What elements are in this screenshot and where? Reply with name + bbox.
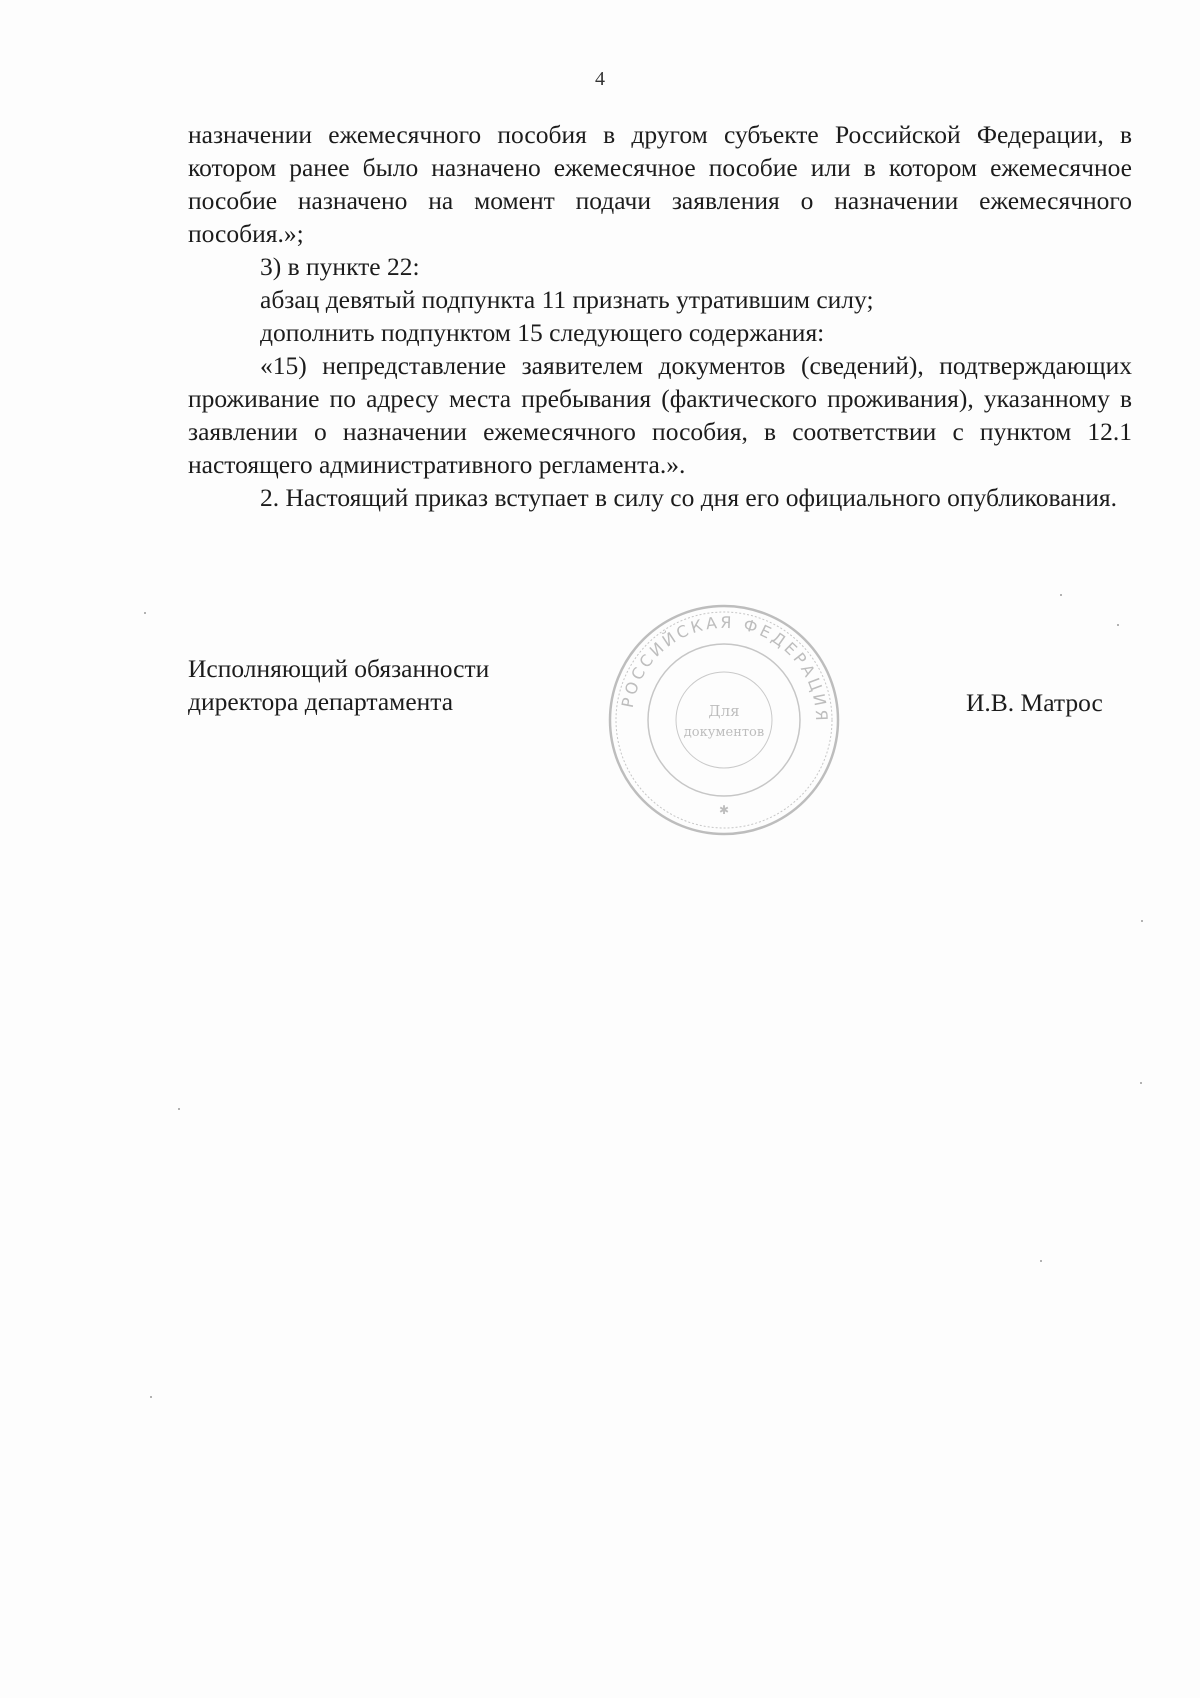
scan-speck (1040, 1260, 1042, 1262)
scan-speck (1140, 1082, 1142, 1084)
scan-speck (1117, 624, 1119, 626)
page-number: 4 (595, 68, 605, 90)
document-body (188, 118, 1132, 514)
paragraph-item-3: 3) в пункте 22: (260, 252, 420, 281)
official-seal-stamp (604, 600, 844, 840)
paragraph-add-subitem: дополнить подпунктом 15 следующего содержания: (260, 318, 825, 347)
paragraph-continuation: назначении ежемесячного пособия в другом субъекте Российской Федерации, в котором ранее было назначено ежемесячное пособие или в котором ежемесячное пособие назначено на момент подачи заявления о назначении ежемесячного пособия.»; (188, 120, 1132, 248)
scan-speck (178, 1108, 180, 1110)
signatory-position-line2: директора департамента (188, 687, 454, 716)
scan-speck (1060, 594, 1062, 596)
seal-star-icon: ✱ (718, 803, 730, 817)
seal-ring-text: РОССИЙСКАЯ ФЕДЕРАЦИЯ (617, 612, 832, 724)
paragraph-subitem-11: абзац девятый подпункта 11 признать утратившим силу; (260, 285, 874, 314)
signatory-position-line1: Исполняющий обязанности (188, 654, 490, 683)
scan-speck (1141, 920, 1143, 922)
signatory-name: И.В. Матрос (966, 688, 1103, 717)
signatory-position (188, 652, 489, 718)
seal-center-line2: документов (683, 725, 765, 740)
paragraph-effective-date: 2. Настоящий приказ вступает в силу со дня его официального опубликования. (260, 483, 1117, 512)
scan-speck (144, 612, 146, 614)
scan-speck (150, 1396, 152, 1398)
seal-center-line1: Для (708, 702, 740, 720)
paragraph-subitem-15: «15) непредставление заявителем документов (сведений), подтверждающих проживание по адресу места пребывания (фактического проживания), указанному в заявлении о назначении ежемесячного пособия, в соответствии с пунктом 12.1 настоящего административного регламента.». (188, 351, 1132, 479)
